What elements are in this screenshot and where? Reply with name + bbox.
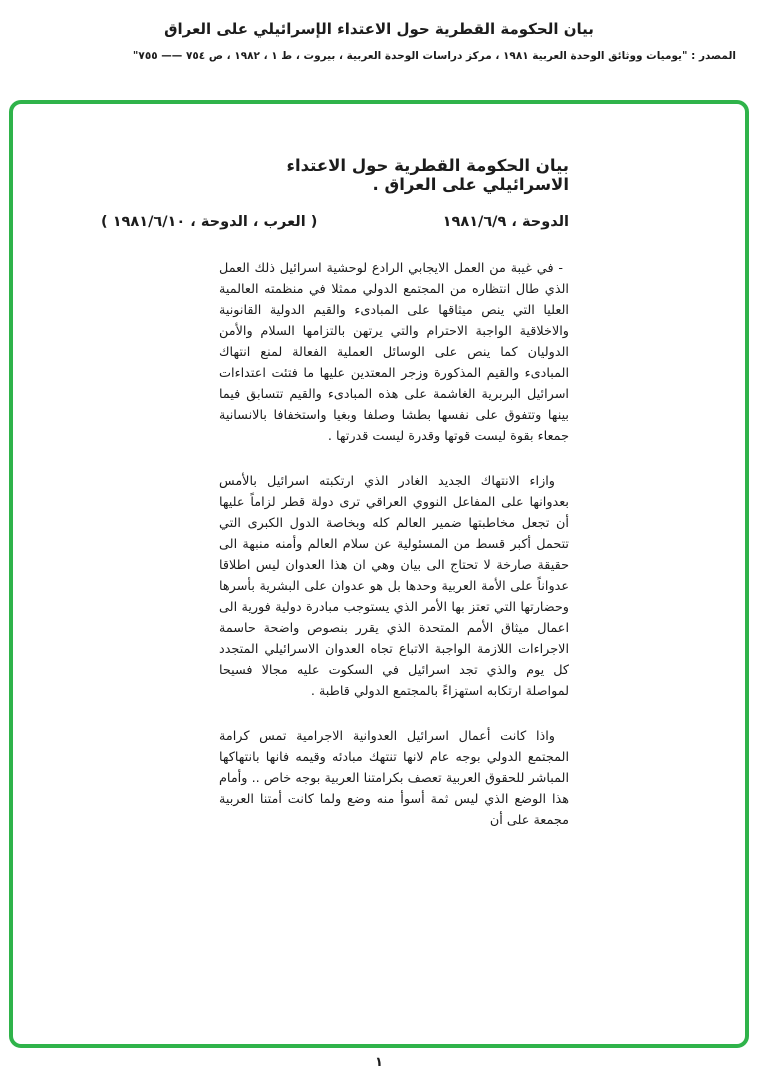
dateline <box>101 214 569 230</box>
page-number: ١ <box>375 1055 383 1070</box>
document-frame <box>9 100 749 1048</box>
paragraph-1: - في غيبة من العمل الايجابي الرادع لوحشية اسرائيل ذلك العمل الذي طال انتظاره من المجتمع الدولي ممثلا في منظمته العالمية العليا التي ينص ميثاقها على المبادىء والقيم الدولية القانونية والاخلاقية الواجبة الاحترام والتي يرتهن بالتزامها السلام والأمن الدوليان كما ينص على الوسائل العملية الفعالة لمنع انتهاك المبادىء والقيم المذكورة وزجر المعتدين عليها ما فتئت اعتداءات اسرائيل البربرية الغاشمة على هذه المبادىء والقيم تتسابق فيما بينها وتتفوق على نفسها بطشا وصلفا وبغيا واستخفافا بالانسانية جمعاء بقوة ليست قوتها وقدرة ليست قدرتها . <box>219 261 569 444</box>
page-title: بيان الحكومة القطرية حول الاعتداء الإسرائيلي على العراق <box>164 20 594 38</box>
dateline-publication: ( العرب ، الدوحة ، ١٩٨١/٦/١٠ ) <box>101 214 318 230</box>
document-body <box>101 156 569 831</box>
paragraph-3: واذا كانت أعمال اسرائيل العدوانية الاجرامية تمس كرامة المجتمع الدولي بوجه عام لانها تنتهك مبادئه وقيمه فانها بانتهاكها المباشر للحقوق العربية تعصف بكرامتنا العربية بوجه خاص .. وأمام هذا الوضع الذي ليس ثمة أسوأ منه وضع ولما كانت أمتنا العربية مجمعة على أن <box>219 729 569 828</box>
dateline-place-date: الدوحة ، ١٩٨١/٦/٩ <box>442 214 569 230</box>
paragraph-2: وازاء الانتهاك الجديد الغادر الذي ارتكبته اسرائيل بالأمس بعدوانها على المفاعل النووي العراقي ترى دولة قطر لزاماً عليها أن تجعل مخاطبتها ضمير العالم كله وبخاصة الدول الكبرى التي تتحمل أكبر قسط من المسئولية عن سلام العالم وأمنه منبهة الى حقيقة صارخة لا تحتاج الى بيان وهي ان هذا العدوان ليس اطلاقا عدواناً على الأمة العربية وحدها بل هو عدوان على البشرية بأسرها وحضارتها التي تعتز بها الأمر الذي يستوجب مبادرة دولية فورية الى اعمال ميثاق الأمم المتحدة الذي يقرر بنصوص واضحة حاسمة الاجراءات اللازمة الواجبة الاتباع تجاه العدوان الاسرائيلي المتجدد كل يوم والذي تجد اسرائيل في السكوت عليه مجالا فسيحا لمواصلة ارتكابه استهزاءً بالمجتمع الدولي قاطبة . <box>219 474 569 699</box>
source-citation: المصدر : "يوميات ووثائق الوحدة العربية ١٩٨١ ، مركز دراسات الوحدة العربية ، بيروت ، ط ١ ، ١٩٨٢ ، ص ٧٥٤ —— ٧٥٥" <box>132 50 736 62</box>
page-header <box>0 0 758 62</box>
document-title: بيان الحكومة القطرية حول الاعتداء الاسرائيلي على العراق . <box>286 156 569 194</box>
